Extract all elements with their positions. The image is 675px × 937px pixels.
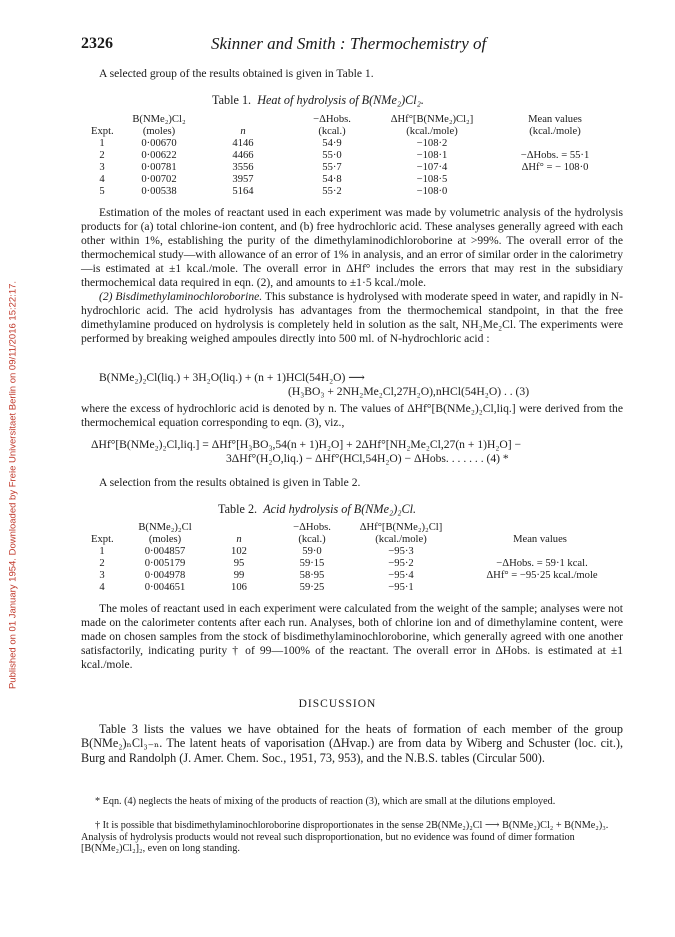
t1-header-dh: −ΔHobs. — [313, 114, 351, 125]
table-cell: 4466 — [232, 150, 254, 161]
table-cell: −108·1 — [416, 150, 448, 161]
t2-header-reactant-unit: (moles) — [148, 534, 182, 545]
table-cell: −95·3 — [388, 546, 414, 557]
table-cell: 99 — [233, 570, 245, 581]
table-cell: 5164 — [232, 186, 254, 197]
equation-3-line-1: B(NMe₂)₂Cl(liq.) + 3H₂O(liq.) + (n + 1)HCl(54H₂O) ⟶ — [99, 371, 365, 384]
intro-line: A selected group of the results obtained is given in Table 1. — [99, 67, 374, 80]
table-cell: 0·00781 — [141, 162, 177, 173]
t1-header-mean: Mean values — [528, 114, 582, 125]
table-cell: 59·0 — [302, 546, 322, 557]
t1-mean-dhf: ΔHf° = − 108·0 — [521, 162, 589, 173]
t2-header-dhf-unit: (kcal./mole) — [375, 534, 427, 545]
table-cell: 95 — [233, 558, 245, 569]
table-row: 5 — [99, 186, 105, 197]
table-cell: −107·4 — [416, 162, 448, 173]
table-row: 4 — [99, 582, 105, 593]
table-cell: 0·004651 — [144, 582, 186, 593]
table-cell: −108·0 — [416, 186, 448, 197]
equation-4-line-2: 3ΔHf°(H₂O,liq.) − ΔHf°(HCl,54H₂O) − ΔHobs. . . . . . . (4) * — [226, 452, 509, 465]
download-note: Published on 01 January 1954. Downloaded by Freie Universitaet Berlin on 09/11/2016 15:22:17. — [7, 280, 19, 690]
equation-4-line-1: ΔHf°[B(NMe₂)₂Cl,liq.] = ΔHf°[H₃BO₃,54(n + 1)H₂O] + 2ΔHf°[NH₂Me₂Cl,27(n + 1)H₂O] − — [91, 438, 522, 451]
paragraph-where: where the excess of hydrochloric acid is denoted by n. The values of ΔHf°[B(NMe₂)₂Cl,liq.] were derived from the thermochemical equation corresponding to eqn. (3), viz., — [81, 402, 623, 429]
t2-mean-dhf: ΔHf° = −95·25 kcal./mole — [486, 570, 598, 581]
table-cell: 3957 — [232, 174, 254, 185]
table-cell: −108·5 — [416, 174, 448, 185]
download-sidebar — [0, 0, 26, 937]
table-cell: 0·00538 — [141, 186, 177, 197]
table-row: 3 — [99, 162, 105, 173]
table-1-caption — [212, 93, 424, 108]
intro-line-2: A selection from the results obtained is given in Table 2. — [99, 476, 361, 489]
table-2-caption — [218, 502, 416, 517]
table-1-title: Heat of hydrolysis of B(NMe₂)Cl₂. — [257, 93, 424, 107]
table-cell: 55·0 — [322, 150, 342, 161]
table-cell: −95·4 — [388, 570, 414, 581]
table-2-title: Acid hydrolysis of B(NMe₂)₂Cl. — [263, 502, 417, 516]
equation-3-line-2: (H₃BO₃ + 2NH₂Me₂Cl,27H₂O),nHCl(54H₂O) . . (3) — [288, 385, 530, 398]
footnote-dagger: † It is possible that bisdimethylaminochloroborine disproportionates in the sense 2B(NMe₂)₂Cl ⟶ B(NMe₂)Cl₂ + B(NMe₂)₃. Analysis of hydrolysis products would not reveal such disproportionation, but no evidence was found of dimer formation [B(NMe₂)Cl₂]₂, even on long standing. — [81, 820, 609, 854]
table-cell: 59·15 — [299, 558, 325, 569]
paragraph-bisdimethylamino — [81, 290, 623, 346]
table-cell: −95·2 — [388, 558, 414, 569]
table-row: 4 — [99, 174, 105, 185]
table-row: 1 — [99, 138, 105, 149]
table-cell: 55·2 — [322, 186, 342, 197]
running-title: Skinner and Smith : Thermochemistry of — [211, 34, 487, 53]
table-cell: 3556 — [232, 162, 254, 173]
table-2-label: Table 2. — [218, 502, 258, 516]
table-row: 2 — [99, 558, 105, 569]
table-cell: 59·25 — [299, 582, 325, 593]
t1-header-expt: Expt. — [91, 126, 114, 137]
t1-header-dhf-unit: (kcal./mole) — [406, 126, 458, 137]
table-cell: 0·004978 — [144, 570, 186, 581]
table-cell: 0·00670 — [141, 138, 177, 149]
t1-mean-dh: −ΔHobs. = 55·1 — [520, 150, 590, 161]
table-cell: 0·00622 — [141, 150, 177, 161]
table-1-label: Table 1. — [212, 93, 252, 107]
table-cell: 4146 — [232, 138, 254, 149]
t1-header-dhf: ΔHf°[B(NMe₂)Cl₂] — [390, 114, 474, 125]
table-cell: 54·8 — [322, 174, 342, 185]
table-cell: 0·004857 — [144, 546, 186, 557]
table-row: 3 — [99, 570, 105, 581]
t2-header-reactant: B(NMe₂)₂Cl — [138, 522, 192, 533]
t1-header-dh-unit: (kcal.) — [318, 126, 346, 137]
discussion-heading: DISCUSSION — [298, 698, 377, 710]
t2-header-expt: Expt. — [91, 534, 114, 545]
t2-header-dh: −ΔHobs. — [293, 522, 331, 533]
para2-body: This substance is hydrolysed with moderate speed in water, and rapidly in N-hydrochloric acid. The acid hydrolysis has advantages from the thermochemical standpoint, in that the free dimethylamine produced on hydrolysis is completely held in solution as the salt, NH₂Me₂Cl. The experiments were performed by breaking weighed ampoules directly into 500 ml. of N-hydrochloric acid : — [81, 290, 623, 345]
paragraph-estimation: Estimation of the moles of reactant used in each experiment was made by volumetric analysis of the hydrolysis products for (a) total chlorine-ion content, and (b) free hydrochloric acid. These analyses generally agreed with each other within 1%, establishing the purity of the dimethylaminodichloroborine at >99%. The overall error of the thermochemical study—with allowance of an error of 1% in analysis, and an error of similar order in the calorimetry—is estimated at ±1 kcal./mole. The overall error in ΔHf° includes the errors that may rest in the subsidiary thermochemical data required in eqn. (2), and amounts to ±1·5 kcal./mole. — [81, 206, 623, 289]
t2-mean-dh: −ΔHobs. = 59·1 kcal. — [496, 558, 588, 569]
table-cell: 106 — [231, 582, 247, 593]
table-cell: 58·95 — [299, 570, 325, 581]
table-cell: 54·9 — [322, 138, 342, 149]
footnote-star: * Eqn. (4) neglects the heats of mixing of the products of reaction (3), which are small at the dilutions employed. — [95, 796, 556, 807]
table-row: 1 — [99, 546, 105, 557]
paragraph-table3: Table 3 lists the values we have obtained for the heats of formation of each member of the group B(NMe₂)ₙCl₃₋ₙ. The latent heats of vaporisation (ΔHvap.) are from data by Wiberg and Schuster (loc. cit.), Burg and Randolph (J. Amer. Chem. Soc., 1951, 73, 953), and the N.B.S. tables (Circular 500). — [81, 722, 623, 765]
t2-header-n: n — [236, 534, 242, 545]
table-cell: −95·1 — [388, 582, 414, 593]
t1-header-reactant-unit: (moles) — [142, 126, 176, 137]
t2-header-dh-unit: (kcal.) — [298, 534, 326, 545]
page-number: 2326 — [81, 35, 113, 52]
table-cell: 0·005179 — [144, 558, 186, 569]
table-cell: 102 — [231, 546, 247, 557]
t1-header-n: n — [240, 126, 246, 137]
table-cell: 0·00702 — [141, 174, 177, 185]
paragraph-moles: The moles of reactant used in each experiment were calculated from the weight of the sample; analyses were not made on the calorimeter contents after each run. Analyses, both of chlorine ion and of dimethylamine content, were made on chosen samples from the stock of bisdimethylaminochloroborine, which generally agreed with one another satisfactorily, indicating purity † of 99—100% of the reactant. The overall error in ΔHobs. is estimated at ±1 kcal./mole. — [81, 602, 623, 671]
table-cell: 55·7 — [322, 162, 342, 173]
table-row: 2 — [99, 150, 105, 161]
t1-header-reactant: B(NMe₂)Cl₂ — [132, 114, 186, 125]
t1-header-mean-unit: (kcal./mole) — [529, 126, 581, 137]
para2-label: (2) Bisdimethylaminochloroborine. — [99, 290, 263, 303]
t2-header-dhf: ΔHf°[B(NMe₂)₂Cl] — [359, 522, 443, 533]
t2-header-mean: Mean values — [513, 534, 567, 545]
table-cell: −108·2 — [416, 138, 448, 149]
